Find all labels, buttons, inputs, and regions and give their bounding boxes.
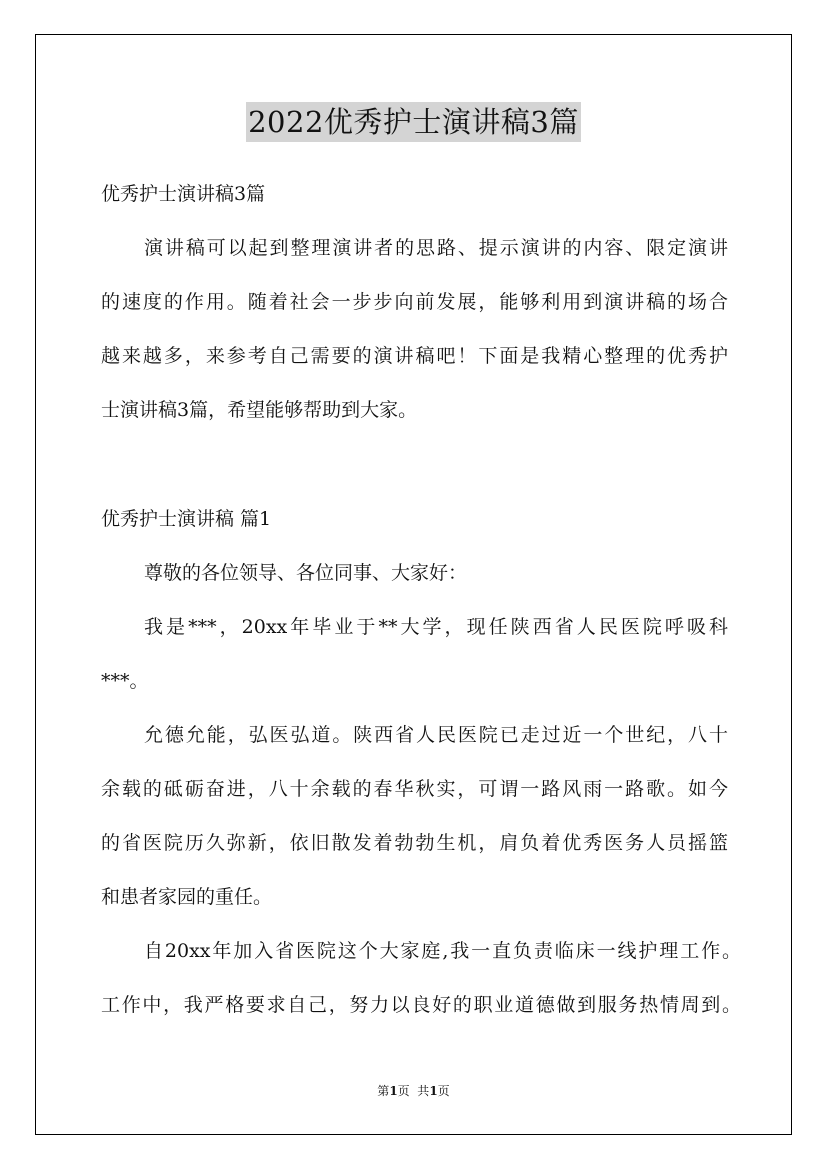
paragraph-line: ***。 bbox=[101, 670, 149, 692]
paragraph-line: 余载的砥砺奋进，八十余载的春华秋实，可谓一路风雨一路歌。如今 bbox=[101, 778, 728, 800]
paragraph-line: 工作中，我严格要求自己，努力以良好的职业道德做到服务热情周到。 bbox=[101, 994, 741, 1016]
footer-total-pages: 1 bbox=[429, 1084, 438, 1098]
page-footer bbox=[0, 1083, 827, 1099]
paragraph-line: 自20xx年加入省医院这个大家庭,我一直负责临床一线护理工作。 bbox=[144, 940, 741, 962]
footer-prefix: 第 bbox=[377, 1084, 390, 1098]
paragraph-line: 和患者家园的重任。 bbox=[101, 886, 273, 908]
title-container bbox=[0, 102, 827, 142]
footer-page-number: 1 bbox=[389, 1084, 398, 1098]
paragraph-line: 的省医院历久弥新，依旧散发着勃勃生机，肩负着优秀医务人员摇篮 bbox=[101, 832, 728, 854]
footer-mid: 页 共 bbox=[397, 1084, 430, 1098]
paragraph-line: 尊敬的各位领导、各位同事、大家好： bbox=[144, 562, 468, 584]
paragraph-line: 士演讲稿3篇，希望能够帮助到大家。 bbox=[101, 399, 418, 421]
footer-suffix: 页 bbox=[437, 1084, 450, 1098]
document-title: 2022优秀护士演讲稿3篇 bbox=[246, 102, 581, 142]
paragraph-line: 允德允能，弘医弘道。陕西省人民医院已走过近一个世纪，八十 bbox=[144, 724, 728, 746]
paragraph-line: 越来越多，来参考自己需要的演讲稿吧！下面是我精心整理的优秀护 bbox=[101, 345, 728, 367]
section-heading: 优秀护士演讲稿 篇1 bbox=[101, 508, 272, 530]
paragraph-line: 演讲稿可以起到整理演讲者的思路、提示演讲的内容、限定演讲 bbox=[144, 237, 728, 259]
subtitle: 优秀护士演讲稿3篇 bbox=[101, 183, 266, 205]
paragraph-line: 我是***，20xx年毕业于**大学，现任陕西省人民医院呼吸科 bbox=[144, 616, 728, 638]
paragraph-line: 的速度的作用。随着社会一步步向前发展，能够利用到演讲稿的场合 bbox=[101, 291, 728, 313]
